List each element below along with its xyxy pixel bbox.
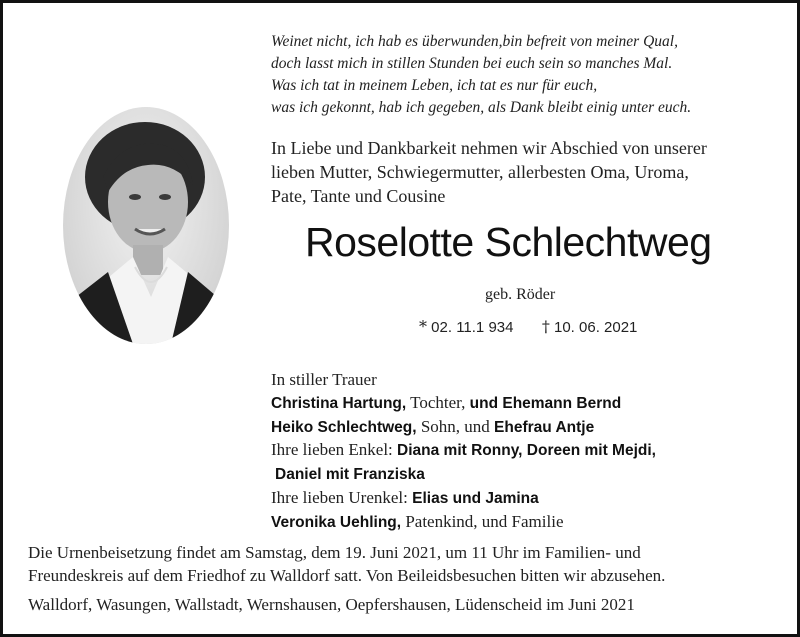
portrait-photo <box>63 107 229 344</box>
mourner-line: Heiko Schlechtweg, Sohn, und Ehefrau Antje <box>271 416 595 436</box>
birth-date: 02. 11.1 934 <box>431 319 514 336</box>
poem-line: doch lasst mich in stillen Stunden bei euch sein so manches Mal. <box>271 55 673 72</box>
intro-text <box>271 136 707 208</box>
birth-star-icon: * <box>419 317 427 336</box>
mourner-line: Daniel mit Franziska <box>275 466 425 484</box>
mourners-list <box>271 369 656 535</box>
places-date: Walldorf, Wasungen, Wallstadt, Wernshausen, Oepfershausen, Lüdenscheid im Juni 2021 <box>28 595 635 614</box>
cross-icon: † <box>541 317 550 336</box>
mourner-line: Ihre lieben Enkel: Diana mit Ronny, Doreen mit Mejdi, <box>271 440 656 460</box>
mourner-line: Ihre lieben Urenkel: Elias und Jamina <box>271 487 539 507</box>
burial-line: Freundeskreis auf dem Friedhof zu Walldorf satt. Von Beileidsbesuchen bitten wir abzusehen. <box>28 566 666 585</box>
mourner-line: Christina Hartung, Tochter, und Ehemann Bernd <box>271 392 622 412</box>
mourners-heading: In stiller Trauer <box>271 370 377 389</box>
deceased-name: Roselotte Schlechtweg <box>305 219 712 265</box>
burial-line: Die Urnenbeisetzung findet am Samstag, dem 19. Juni 2021, um 11 Uhr im Familien- und <box>28 543 641 562</box>
intro-line: lieben Mutter, Schwiegermutter, allerbesten Oma, Uroma, <box>271 162 689 182</box>
poem-line: was ich gekonnt, hab ich gegeben, als Dank bleibt einig unter euch. <box>271 99 692 116</box>
death-date: 10. 06. 2021 <box>553 319 638 336</box>
mourner-line: Veronika Uehling, Patenkind, und Familie <box>271 511 564 531</box>
poem-line: Was ich tat in meinem Leben, ich tat es nur für euch, <box>271 77 598 94</box>
birth-name: geb. Röder <box>485 286 556 303</box>
intro-line: In Liebe und Dankbarkeit nehmen wir Abschied von unserer <box>271 138 707 158</box>
poem-line: Weinet nicht, ich hab es überwunden,bin befreit von meiner Qual, <box>271 33 678 50</box>
intro-line: Pate, Tante und Cousine <box>271 186 446 206</box>
burial-notice <box>28 541 665 587</box>
life-dates <box>419 317 637 336</box>
poem <box>271 31 691 119</box>
